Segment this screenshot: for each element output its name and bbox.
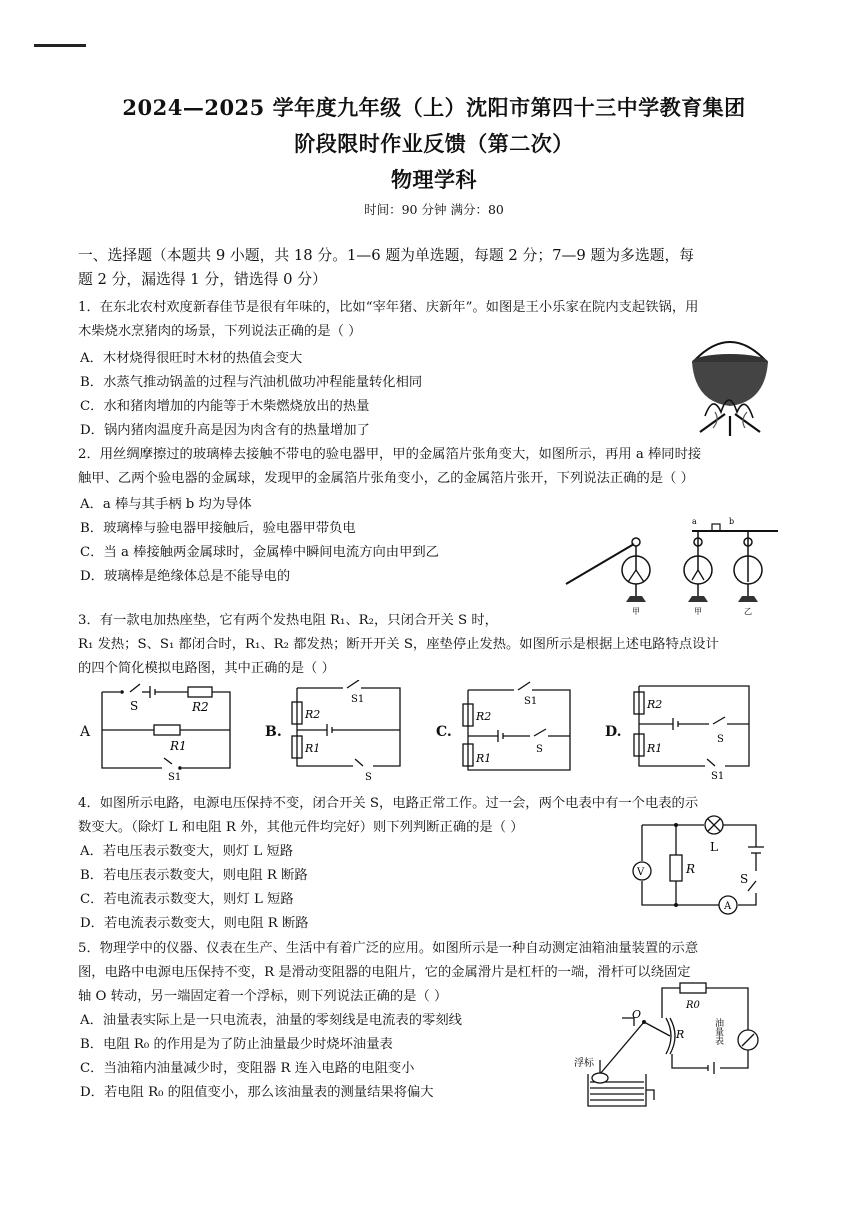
- q5-option-d: D．若电阻 R₀ 的阻值变小，那么该油量表的测量结果将偏大: [80, 1085, 434, 1100]
- q4-ammeter-label: A: [724, 901, 732, 912]
- q2-label-b: b: [729, 517, 735, 526]
- q4-option-b: B．若电压表示数变大，则电阻 R 断路: [80, 868, 308, 883]
- q5-option-a: A．油量表实际上是一只电流表，油量的零刻线是电流表的零刻线: [80, 1013, 462, 1028]
- exam-title-line2: 阶段限时作业反馈（第二次）: [294, 131, 574, 156]
- q2-stem-line2: 触甲、乙两个验电器的金属球，发现甲的金属箔片张角变小，乙的金属箔片张开，下列说法正确的是（ ）: [78, 471, 694, 486]
- q4-option-a: A．若电压表示数变大，则灯 L 短路: [80, 844, 294, 859]
- q4-resistor-label: R: [686, 862, 696, 876]
- circuit-c-r2: R2: [476, 710, 492, 723]
- circuit-a-s1: S1: [168, 772, 182, 780]
- q5-stem-line2: 图，电路中电源电压保持不变，R 是滑动变阻器的电阻片，它的金属滑片是杠杆的一端，滑杆可以绕固定: [78, 965, 691, 980]
- circuit-b-r2: R2: [305, 708, 321, 721]
- circuit-d-label: D.: [605, 724, 622, 740]
- circuit-a-r2: R2: [192, 700, 209, 714]
- circuit-b-s1: S1: [351, 694, 365, 705]
- q4-lamp-label: L: [710, 840, 718, 854]
- q5-r-label: R: [676, 1028, 685, 1041]
- circuit-b-r1: R1: [305, 742, 321, 755]
- q1-pot-figure: [685, 332, 775, 440]
- circuit-a-label: A: [80, 724, 91, 740]
- time-score-info: 时间：90 分钟 满分：80: [364, 202, 504, 217]
- q1-option-b: B．水蒸气推动锅盖的过程与汽油机做功冲程能量转化相同: [80, 375, 423, 390]
- section-heading-line2: 题 2 分，漏选得 1 分，错选得 0 分）: [78, 271, 327, 288]
- q5-meter-label: 油量表: [713, 1018, 723, 1045]
- circuit-d-s1: S1: [711, 771, 725, 780]
- q2-label-yi: 乙: [744, 607, 752, 616]
- q4-option-c: C．若电流表示数变大，则灯 L 短路: [80, 892, 294, 907]
- q1-stem-line2: 木柴烧水烹猪肉的场景，下列说法正确的是（ ）: [78, 324, 362, 339]
- section-heading-line1: 一、选择题（本题共 9 小题，共 18 分。1—6 题为单选题，每题 2 分；7—9 题为多选题，每: [78, 247, 695, 264]
- circuit-b-label: B.: [265, 724, 282, 740]
- q2-option-d: D．玻璃棒是绝缘体总是不能导电的: [80, 569, 291, 584]
- q3-stem-line2: R₁ 发热；S、S₁ 都闭合时，R₁、R₂ 都发热；断开开关 S，座垫停止发热。如图所示是根据上述电路特点设计: [78, 637, 719, 652]
- circuit-c-s: S: [536, 744, 543, 755]
- q2-option-a: A．a 棒与其手柄 b 均为导体: [80, 497, 252, 512]
- scan-mark: [34, 44, 86, 47]
- q5-r0-label: R0: [686, 1000, 700, 1011]
- q1-stem-line1: 1．在东北农村欢度新春佳节是很有年味的，比如“宰年猪、庆新年”。如图是王小乐家在院内支起铁锅，用: [78, 300, 699, 315]
- q4-voltmeter-label: V: [637, 867, 645, 878]
- q2-label-a: a: [692, 517, 697, 526]
- q4-stem-line1: 4．如图所示电路，电源电压保持不变，闭合开关 S，电路正常工作。过一会，两个电表中有一个电表的示: [78, 796, 699, 811]
- q5-stem-line3: 轴 O 转动，另一端固定着一个浮标，则下列说法正确的是（ ）: [78, 989, 448, 1004]
- circuit-b: [285, 680, 410, 780]
- q3-stem-line1: 3．有一款电加热座垫，它有两个发热电阻 R₁、R₂，只闭合开关 S 时，: [78, 613, 498, 628]
- q2-label-jia-1: 甲: [632, 607, 640, 616]
- subject-title: 物理学科: [391, 167, 477, 192]
- q1-option-d: D．锅内猪肉温度升高是因为肉含有的热量增加了: [80, 423, 370, 438]
- q5-oil-gauge-figure: [570, 978, 770, 1108]
- q4-circuit-figure: [626, 815, 776, 918]
- exam-title-line1: 2024—2025 学年度九年级（上）沈阳市第四十三中学教育集团: [122, 95, 746, 120]
- q1-option-c: C．水和猪肉增加的内能等于木柴燃烧放出的热量: [80, 399, 370, 414]
- circuit-c-s1: S1: [524, 696, 538, 707]
- circuit-c: [456, 680, 581, 780]
- circuit-a-s: S: [130, 699, 139, 713]
- q1-option-a: A．木材烧得很旺时木材的热值会变大: [80, 351, 303, 366]
- q5-option-c: C．当油箱内油量减少时，变阻器 R 连入电路的电阻变小: [80, 1061, 415, 1076]
- q5-o-label: O: [632, 1008, 642, 1021]
- circuit-d: [625, 680, 757, 780]
- q3-stem-line3: 的四个简化模拟电路图，其中正确的是（ ）: [78, 661, 335, 676]
- circuit-d-s: S: [717, 734, 724, 745]
- circuit-a-r1: R1: [170, 739, 187, 753]
- q2-label-jia-2: 甲: [694, 607, 702, 616]
- circuit-d-r2: R2: [647, 698, 663, 711]
- circuit-c-r1: R1: [476, 752, 492, 765]
- q5-stem-line1: 5．物理学中的仪器、仪表在生产、生活中有着广泛的应用。如图所示是一种自动测定油箱油量装置的示意: [78, 941, 699, 956]
- q4-switch-label: S: [740, 872, 749, 886]
- q4-option-d: D．若电流表示数变大，则电阻 R 断路: [80, 916, 309, 931]
- circuit-c-label: C.: [436, 724, 452, 740]
- circuit-a: [92, 680, 242, 780]
- circuit-d-r1: R1: [647, 742, 663, 755]
- q4-stem-line2: 数变大。（除灯 L 和电阻 R 外，其他元件均完好）则下列判断正确的是（ ）: [78, 820, 524, 835]
- circuit-b-s: S: [365, 772, 372, 780]
- q2-option-b: B．玻璃棒与验电器甲接触后，验电器甲带负电: [80, 521, 356, 536]
- q2-electroscope-figure: [562, 510, 787, 618]
- q2-option-c: C．当 a 棒接触两金属球时，金属棒中瞬间电流方向由甲到乙: [80, 545, 439, 560]
- q2-stem-line1: 2．用丝绸摩擦过的玻璃棒去接触不带电的验电器甲，甲的金属箔片张角变大，如图所示，再用 a 棒同时接: [78, 447, 702, 462]
- q5-float-label: 浮标: [574, 1058, 594, 1069]
- q5-option-b: B．电阻 R₀ 的作用是为了防止油量最少时烧坏油量表: [80, 1037, 393, 1052]
